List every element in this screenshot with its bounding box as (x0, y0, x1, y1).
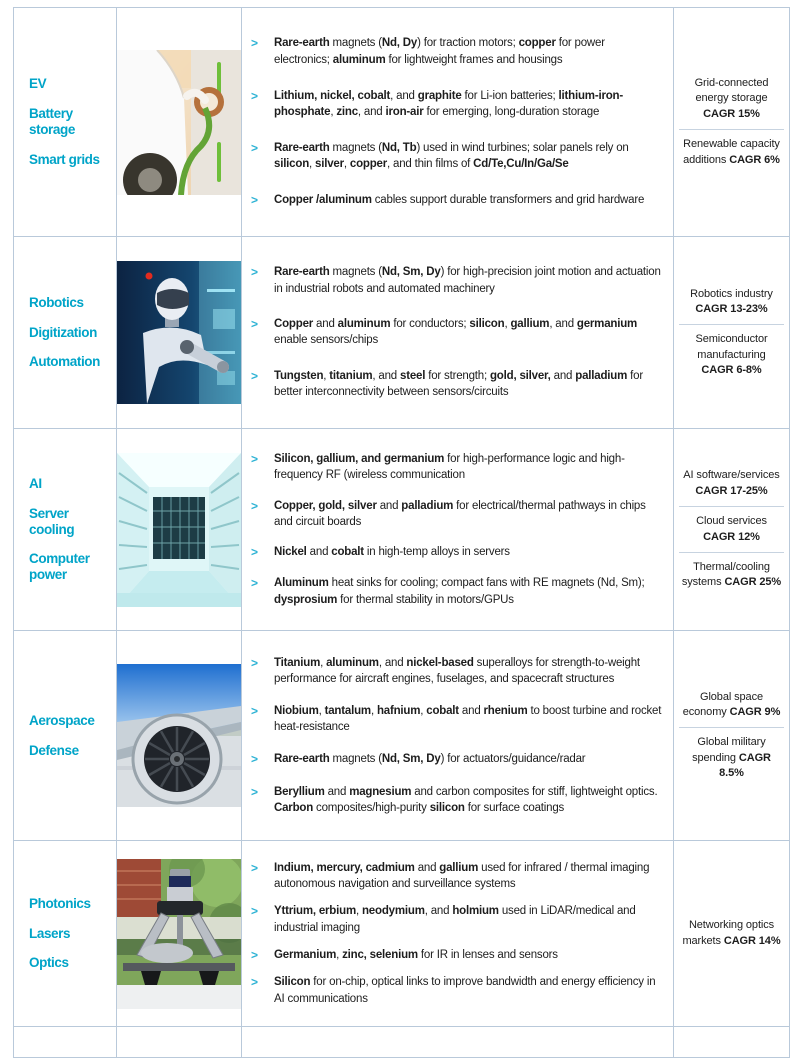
stat-item: Thermal/cooling systems CAGR 25% (679, 552, 784, 598)
bullet-item (251, 35, 663, 68)
bullet-text: Silicon for on-chip, optical links to improve bandwidth and energy efficiency in AI communications (274, 976, 656, 1005)
category-label: Computer power (29, 551, 90, 583)
bullet-text: Copper and aluminum for conductors; silicon, gallium, and germanium enable sensors/chips (274, 318, 638, 347)
category-cell (14, 631, 117, 840)
bullet-arrow-icon: > (251, 192, 259, 207)
category-cell (14, 429, 117, 630)
stats-cell (674, 429, 789, 630)
bullet-arrow-icon: > (251, 317, 259, 332)
stat-item: Semiconductor manufacturing CAGR 6-8% (679, 324, 784, 385)
bullet-arrow-icon: > (251, 860, 259, 875)
category-label: Aerospace (29, 712, 95, 728)
bullet-item (251, 140, 663, 173)
category-label: Server cooling (29, 505, 75, 537)
bullet-item (251, 860, 663, 893)
humanoid-robot-photo (117, 261, 241, 404)
server-room-photo (117, 453, 241, 607)
materials-table (13, 7, 790, 1058)
bullet-text: Germanium, zinc, selenium for IR in lenses and sensors (274, 948, 558, 961)
bullet-arrow-icon: > (251, 369, 259, 384)
stats-cell (674, 8, 789, 236)
lidar-sensor-photo (117, 859, 241, 1009)
bullet-text: Aluminum heat sinks for cooling; compact fans with RE magnets (Nd, Sm); dysprosium for thermal stability in motors/GPUs (274, 577, 645, 606)
stat-item: Cloud services CAGR 12% (679, 506, 784, 552)
bullet-arrow-icon: > (251, 452, 259, 467)
photo-cell (117, 1027, 242, 1057)
category-label: AI (29, 475, 42, 491)
stats-cell (674, 237, 789, 428)
stats-cell (674, 631, 789, 840)
category-label: Optics (29, 955, 69, 971)
bullet-arrow-icon: > (251, 88, 259, 103)
category-cell (14, 841, 117, 1026)
category-label: Defense (29, 742, 79, 758)
photo-cell (117, 631, 242, 840)
bullet-item (251, 544, 663, 561)
bullet-text: Yttrium, erbium, neodymium, and holmium used in LiDAR/medical and industrial imaging (274, 905, 636, 934)
bullet-item (251, 974, 663, 1007)
bullet-item (251, 903, 663, 936)
table-row (14, 631, 789, 841)
materials-cell (242, 841, 674, 1026)
bullet-text: Copper /aluminum cables support durable transformers and grid hardware (274, 193, 645, 206)
category-label: Robotics (29, 294, 84, 310)
photo-cell (117, 429, 242, 630)
bullet-text: Nickel and cobalt in high-temp alloys in servers (274, 546, 510, 559)
bullet-arrow-icon: > (251, 975, 259, 990)
stat-item: Global space economy CAGR 9% (682, 690, 781, 718)
photo-cell (117, 8, 242, 236)
jet-engine-photo (117, 664, 241, 807)
materials-cell (242, 1027, 674, 1057)
bullet-item (251, 947, 663, 964)
bullet-text: Niobium, tantalum, hafnium, cobalt and rhenium to boost turbine and rocket heat-resistance (274, 704, 662, 734)
bullet-arrow-icon: > (251, 265, 259, 280)
bullet-text: Indium, mercury, cadmium and gallium used for infrared / thermal imaging autonomous navigation and surveillance systems (274, 861, 650, 891)
category-cell (14, 237, 117, 428)
bullet-arrow-icon: > (251, 904, 259, 919)
stats-cell (674, 1027, 789, 1057)
bullet-text: Titanium, aluminum, and nickel-based superalloys for strength-to-weight performance for aircraft engines, fuselages, and spacecraft structures (274, 656, 640, 685)
bullet-arrow-icon: > (251, 576, 259, 591)
category-label: Battery storage (29, 106, 75, 137)
bullet-item (251, 316, 663, 349)
bullet-text: Rare-earth magnets (Nd, Sm, Dy) for high-precision joint motion and actuation in industrial robots and automated machinery (274, 266, 661, 295)
bullet-text: Tungsten, titanium, and steel for strength; gold, silver, and palladium for better interconnectivity between sensors/circuits (274, 370, 643, 399)
stat-item: Global military spending CAGR 8.5% (679, 727, 784, 788)
table-row (14, 1027, 789, 1057)
bullet-text: Rare-earth magnets (Nd, Dy) for traction motors; copper for power electronics; aluminum for lightweight frames and housings (274, 37, 605, 66)
stat-item: Renewable capacity additions CAGR 6% (679, 129, 784, 175)
bullet-text: Beryllium and magnesium and carbon composites for stiff, lightweight optics. Carbon composites/high-purity silicon for surface coatings (274, 785, 658, 814)
category-label: Lasers (29, 925, 71, 941)
materials-cell (242, 631, 674, 840)
category-cell (14, 8, 117, 236)
bullet-arrow-icon: > (251, 703, 259, 718)
category-cell (14, 1027, 117, 1057)
bullet-arrow-icon: > (251, 140, 259, 155)
stat-item: AI software/services CAGR 17-25% (683, 469, 780, 497)
bullet-text: Lithium, nickel, cobalt, and graphite for Li-ion batteries; lithium-iron-phosphate, zinc, and iron-air for emerging, long-duration storage (274, 89, 624, 118)
materials-cell (242, 8, 674, 236)
bullet-arrow-icon: > (251, 498, 259, 513)
bullet-arrow-icon: > (251, 947, 259, 962)
bullet-item (251, 751, 663, 768)
bullet-item (251, 703, 663, 736)
category-label: Photonics (29, 895, 91, 911)
ev-charging-photo (117, 50, 241, 195)
photo-cell (117, 237, 242, 428)
bullet-arrow-icon: > (251, 784, 259, 799)
bullet-arrow-icon: > (251, 752, 259, 767)
stats-cell (674, 841, 789, 1026)
table-row (14, 237, 789, 429)
category-label: EV (29, 76, 47, 92)
bullet-item (251, 368, 663, 401)
stat-item: Robotics industry CAGR 13-23% (690, 287, 773, 315)
bullet-text: Rare-earth magnets (Nd, Tb) used in wind turbines; solar panels rely on silicon, silver, copper, and thin films of Cd/Te,Cu/In/Ga/Se (274, 141, 629, 170)
bullet-item (251, 264, 663, 297)
category-label: Automation (29, 354, 100, 370)
stat-item: Grid-connected energy storage CAGR 15% (694, 77, 769, 120)
bullet-item (251, 88, 663, 121)
bullet-arrow-icon: > (251, 36, 259, 51)
bullet-arrow-icon: > (251, 655, 259, 670)
bullet-item (251, 451, 663, 484)
bullet-text: Copper, gold, silver and palladium for electrical/thermal pathways in chips and circuit boards (274, 499, 646, 529)
materials-cell (242, 237, 674, 428)
table-row (14, 8, 789, 237)
materials-cell (242, 429, 674, 630)
table-row (14, 841, 789, 1027)
photo-cell (117, 841, 242, 1026)
bullet-text: Silicon, gallium, and germanium for high-performance logic and high-frequency RF (wireless communication (274, 453, 625, 482)
bullet-item (251, 784, 663, 817)
stat-item: Networking optics markets CAGR 14% (682, 919, 781, 947)
bullet-text: Rare-earth magnets (Nd, Sm, Dy) for actuators/guidance/radar (274, 753, 586, 766)
bullet-item (251, 192, 663, 209)
bullet-item (251, 655, 663, 688)
table-row (14, 429, 789, 631)
bullet-item (251, 498, 663, 531)
category-label: Digitization (29, 324, 97, 340)
bullet-item (251, 575, 663, 608)
category-label: Smart grids (29, 151, 100, 167)
bullet-arrow-icon: > (251, 545, 259, 560)
